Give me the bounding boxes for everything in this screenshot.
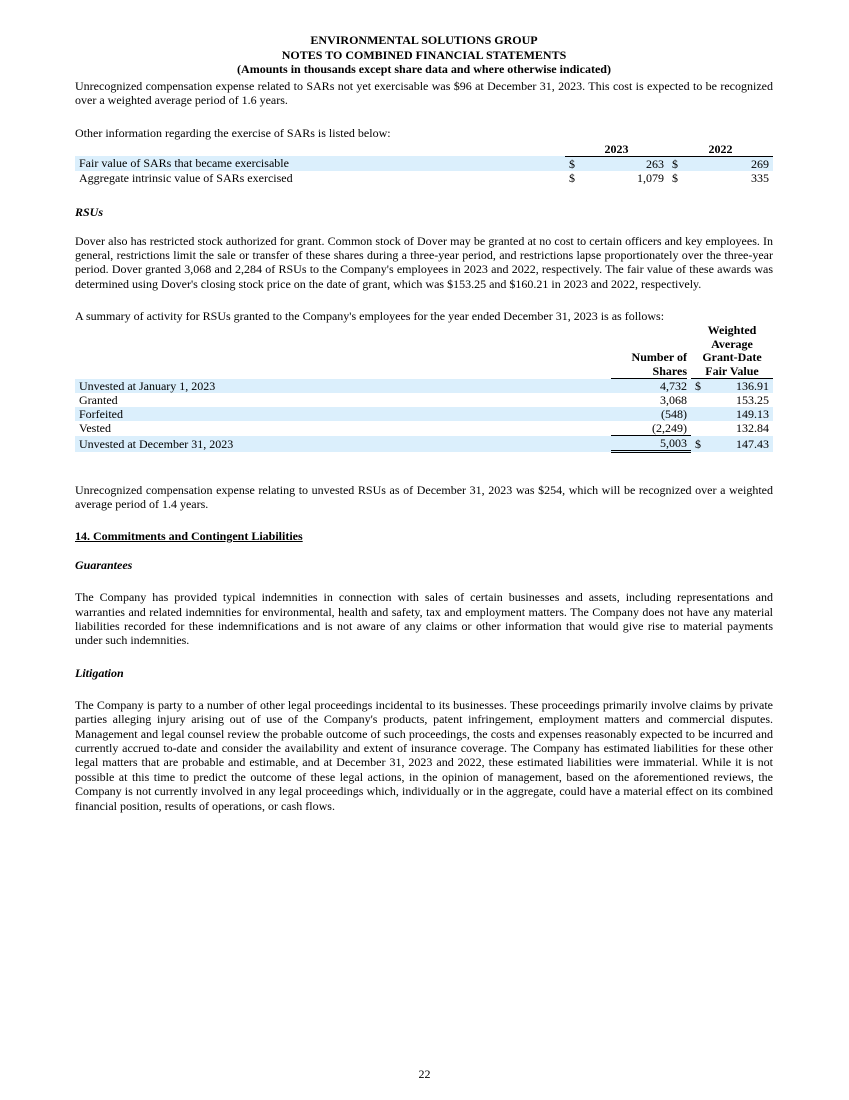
row-label: Granted [79,393,118,408]
currency-symbol: $ [668,156,686,171]
rsus-heading: RSUs [75,204,104,219]
rsus-col-shares [611,324,691,379]
fair-value: 132.84 [736,421,770,436]
rsus-unrecognized-paragraph: Unrecognized compensation expense relating to unvested RSUs as of December 31, 2023 was $254, which will be recognized over a weighted average period of 1.4 years. [75,483,773,512]
currency-symbol: $ [565,156,583,171]
currency-symbol: $ [691,436,707,452]
table-row [75,393,773,407]
currency-symbol [691,421,707,436]
value-2023: 263 [583,156,668,171]
row-label: Aggregate intrinsic value of SARs exercised [79,170,293,185]
page-number: 22 [418,1067,431,1081]
sars-table-header [75,142,773,157]
table-row [75,436,773,452]
notes-title: NOTES TO COMBINED FINANCIAL STATEMENTS [281,47,567,62]
shares-value: 4,732 [611,379,691,393]
rsus-col-fv-line2: Average [711,336,753,351]
section-14-title: 14. Commitments and Contingent Liabilities [75,529,303,544]
rsus-col-fv-line3: Grant-Date [702,350,762,365]
value-2022: 335 [751,170,769,185]
shares-value: (548) [611,407,691,421]
guarantees-paragraph: The Company has provided typical indemnities in connection with sales of certain businesses and assets, including representations and warranties and related indemnities for environmental, health and safety, tax and employment matters. The Company does not have any material liabilities recorded for these indemnifications and is not aware of any claims or other information that would give rise to material payments under such indemnities. [75,590,773,648]
rsus-table-header [75,324,773,379]
currency-symbol [691,407,707,421]
sars-col-2022: 2022 [668,142,773,157]
table-row [75,156,773,171]
fair-value: 147.43 [707,436,773,452]
rsus-col-fv-line1: Weighted [707,323,757,338]
table-row [75,407,773,421]
company-name: ENVIRONMENTAL SOLUTIONS GROUP [310,33,538,47]
table-row [75,421,773,436]
rsus-col-shares-line2: Shares [611,365,687,380]
rsus-col-fv-line4: Fair Value [691,365,773,380]
sars-table [75,142,773,185]
fair-value: 136.91 [707,379,773,393]
row-label: Unvested at January 1, 2023 [75,379,611,393]
document-page [75,33,773,813]
currency-symbol: $ [691,379,707,393]
rsus-paragraph: Dover also has restricted stock authorized for grant. Common stock of Dover may be granted at no cost to certain officers and key employees. In general, restrictions limit the sale or transfer of these shares during a three-year period, and restrictions lapse proportionately over the three-year period. Dover granted 3,068 and 2,284 of RSUs to the Company's employees in 2023 and 2022, respectively. The fair value of these awards was determined using Dover's closing stock price on the date of grant, which was $153.25 and $160.21 in 2023 and 2022, respectively. [75,233,773,291]
shares-value: 3,068 [660,393,687,408]
sars-unrecognized-paragraph: Unrecognized compensation expense related to SARs not yet exercisable was $96 at December 31, 2023. This cost is expected to be recognized over a weighted average period of 1.6 years. [75,78,773,107]
shares-value: 5,003 [611,436,691,452]
litigation-heading: Litigation [75,665,124,680]
guarantees-heading: Guarantees [75,558,133,573]
row-label: Forfeited [75,407,611,421]
fair-value: 153.25 [736,393,770,408]
rsus-col-fair-value [691,324,773,379]
sars-col-2023: 2023 [565,142,668,157]
rsus-col-shares-line1: Number of [631,350,687,365]
litigation-paragraph: The Company is party to a number of other legal proceedings incidental to its businesses. These proceedings primarily involve claims by private parties alleging injury arising out of use of the Company's products, patent infringement, employment matters and commercial disputes. Management and legal counsel review the probable outcome of such proceedings, the costs and expenses reasonably expected to be incurred and currently accrued to-date and consider the availability and extent of insurance coverage. The Company has estimated liabilities for these other legal matters that are probable and estimable, and at December 31, 2023 and 2022, these estimated liabilities were immaterial. While it is not possible at this time to predict the outcome of these legal actions, in the opinion of management, based on the aforementioned reviews, the Company is not currently involved in any legal proceedings which, individually or in the aggregate, could have a material effect on its combined financial position, results of operations, or cash flows. [75,697,773,813]
row-label: Unvested at December 31, 2023 [75,436,611,452]
fair-value: 149.13 [707,407,773,421]
currency-symbol: $ [672,170,678,185]
value-2022: 269 [686,156,773,171]
row-label: Fair value of SARs that became exercisable [75,156,565,171]
rsus-summary-intro: A summary of activity for RSUs granted to the Company's employees for the year ended December 31, 2023 is as follows: [75,309,665,324]
currency-symbol: $ [569,170,575,185]
value-2023: 1,079 [637,170,664,185]
row-label: Vested [79,421,111,436]
rsus-table [75,324,773,453]
shares-value: (2,249) [611,421,691,436]
sars-other-info-intro: Other information regarding the exercise of SARs is listed below: [75,125,391,140]
table-row [75,171,773,185]
amounts-note: (Amounts in thousands except share data and where otherwise indicated) [237,62,611,76]
currency-symbol [691,393,707,407]
document-header [75,33,773,77]
table-row [75,379,773,393]
